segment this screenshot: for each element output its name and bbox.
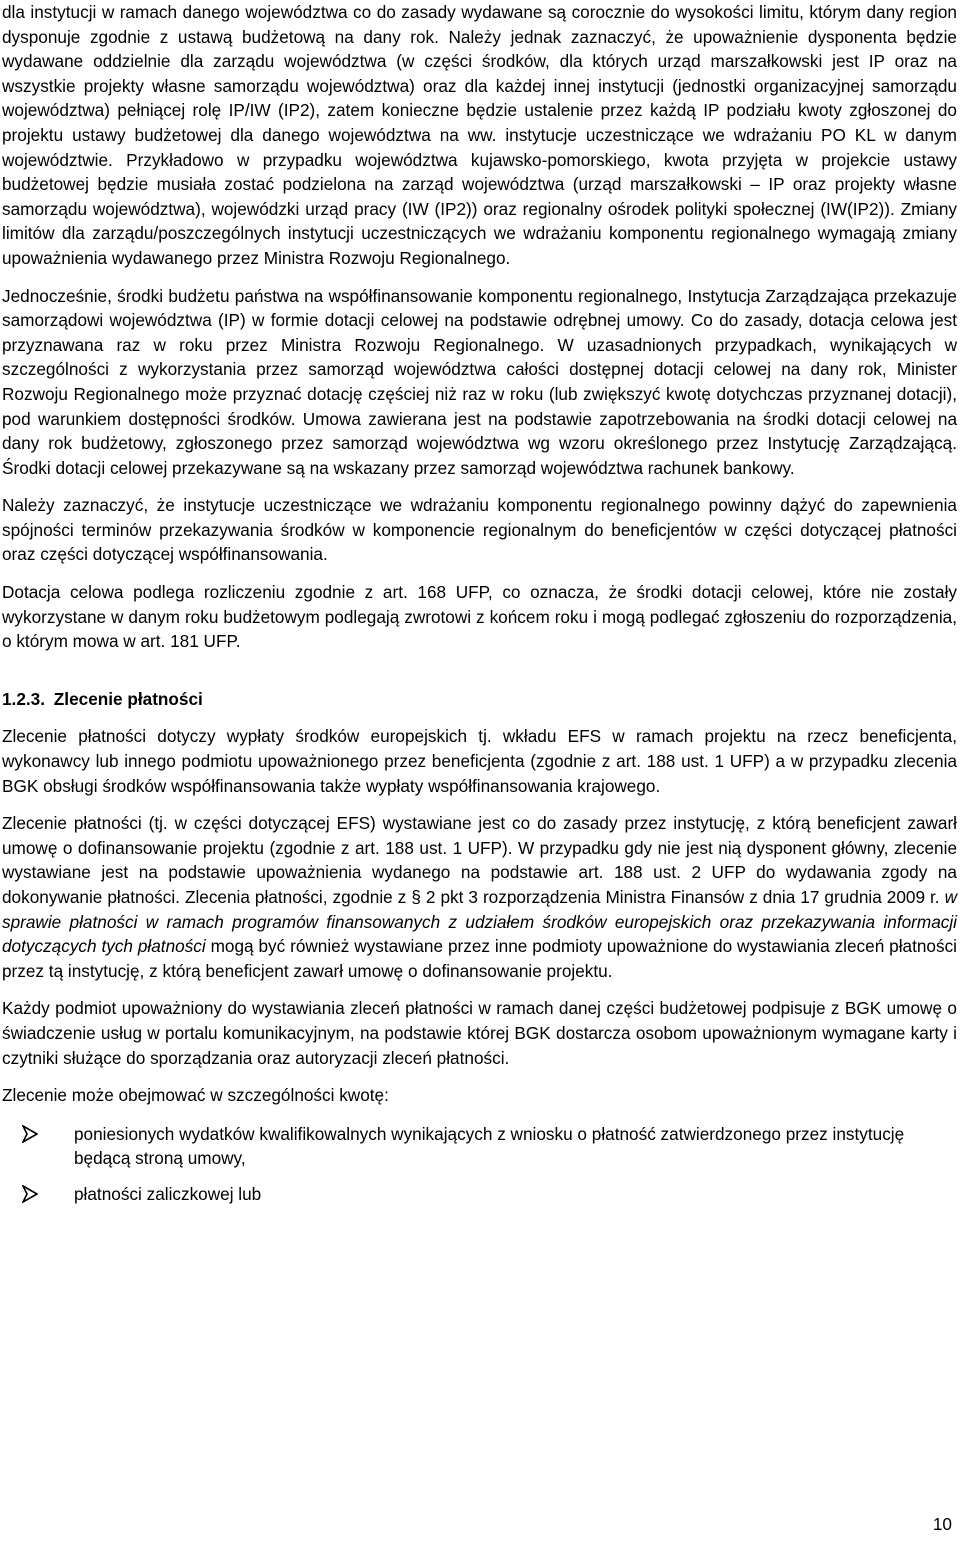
paragraph-zlecenie-definicja: Zlecenie płatności dotyczy wypłaty środków europejskich tj. wkładu EFS w ramach projektu na rzecz beneficjenta, wykonawcy lub innego podmiotu upoważnionego przez beneficjenta (zgodnie z art. 188 ust. 1 UFP) a w przypadku zlecenia BGK obsługi środków współfinansowania także wypłaty współfinansowania krajowego. bbox=[2, 726, 957, 796]
paragraph-text: Zlecenie płatności (tj. w części dotyczącej EFS) wystawiane jest co do zasady przez instytucję, z którą beneficjent zawarł umowę o dofinansowanie projektu (zgodnie z art. 188 ust. 1 UFP). W przypadku gdy nie jest nią dysponent główny, zlecenie wystawiane jest na podstawie upoważnienia wydanego na podstawie art. 188 ust. 2 UFP do wydawania zgody na dokonywanie płatności. Zlecenia płatności, zgodnie z § 2 pkt 3 rozporządzenia Ministra Finansów z dnia 17 grudnia 2009 r. bbox=[2, 813, 957, 907]
list-item bbox=[2, 1182, 957, 1207]
paragraph-zlecenie-wystawianie bbox=[2, 811, 957, 983]
arrow-bullet-icon bbox=[22, 1185, 38, 1203]
regulation-title: w sprawie płatności w ramach programów finansowanych z udziałem środków europejskich oraz przekazywania informacji dotyczących tych płatności bbox=[2, 887, 957, 957]
paragraph-rozliczenie-dotacji: Dotacja celowa podlega rozliczeniu zgodnie z art. 168 UFP, co oznacza, że środki dotacji celowej, które nie zostały wykorzystane w danym roku budżetowym podlegają zwrotowi z końcem roku i mogą podlegać zgłoszeniu do rozporządzenia, o którym mowa w art. 181 UFP. bbox=[2, 582, 957, 652]
amount-list bbox=[2, 1122, 957, 1207]
section-title: Zlecenie płatności bbox=[53, 688, 203, 709]
paragraph-zakres-kwoty: Zlecenie może obejmować w szczególności kwotę: bbox=[2, 1085, 389, 1106]
arrow-bullet-icon bbox=[22, 1125, 38, 1143]
section-heading bbox=[2, 687, 957, 712]
list-item bbox=[2, 1122, 957, 1171]
section-number: 1.2.3. bbox=[2, 688, 46, 709]
paragraph-umowa-bgk: Każdy podmiot upoważniony do wystawiania zleceń płatności w ramach danej części budżetowej podpisuje z BGK umowę o świadczenie usług w portalu komunikacyjnym, na podstawie której BGK dostarcza osobom upoważnionym wymagane karty i czytniki służące do sporządzania oraz autoryzacji zleceń płatności. bbox=[2, 998, 957, 1068]
list-item-text: płatności zaliczkowej lub bbox=[74, 1183, 262, 1204]
page-number: 10 bbox=[932, 1514, 952, 1534]
list-item-text: poniesionych wydatków kwalifikowalnych wynikających z wniosku o płatność zatwierdzonego przez instytucję będącą stroną umowy, bbox=[74, 1123, 905, 1169]
paragraph-upowaznienie: dla instytucji w ramach danego województwa co do zasady wydawane są corocznie do wysokości limitu, którym dany region dysponuje zgodnie z ustawą budżetową na dany rok. Należy jednak zaznaczyć, że upoważnienie dysponenta będzie wydawane oddzielnie dla zarządu województwa (w części środków, dla których urząd marszałkowski jest IP oraz na wszystkie projekty własne samorządu województwa) oraz dla każdej innej instytucji (jednostki organizacyjnej samorządu województwa) pełniącej rolę IP/IW (IP2), zatem konieczne będzie ustalenie przez każdą IP podziału kwoty zgłoszonej do projektu ustawy budżetowej dla danego województwa na ww. instytucje uczestniczące we wdrażaniu PO KL w danym województwie. Przykładowo w przypadku województwa kujawsko-pomorskiego, kwota przyjęta w projekcie ustawy budżetowej będzie musiała zostać podzielona na zarząd województwa (urząd marszałkowski – IP oraz projekty własne samorządu województwa), wojewódzki urząd pracy (IW (IP2)) oraz regionalny ośrodek polityki społecznej (IW(IP2)). Zmiany limitów dla zarządu/poszczególnych instytucji uczestniczących we wdrażaniu komponentu regionalnego wymagają zmiany upoważnienia wydawanego przez Ministra Rozwoju Regionalnego. bbox=[2, 2, 957, 268]
paragraph-dotacja-celowa: Jednocześnie, środki budżetu państwa na współfinansowanie komponentu regionalnego, Instytucja Zarządzająca przekazuje samorządowi województwa (IP) w formie dotacji celowej na podstawie odrębnej umowy. Co do zasady, dotacja celowa jest przyznawana raz w roku przez Ministra Rozwoju Regionalnego. W uzasadnionych przypadkach, wynikających w szczególności z wykorzystania przez samorząd województwa całości dostępnej dotacji celowej na dany rok, Minister Rozwoju Regionalnego może przyznać dotację częściej niż raz w roku (lub zwiększyć kwotę dotychczas przyznanej dotacji), pod warunkiem dostępności środków. Umowa zawierana jest na podstawie zapotrzebowania na środki dotacji celowej na dany rok budżetowy, zgłoszonego przez samorząd województwa wg wzoru określonego przez Instytucję Zarządzającą. Środki dotacji celowej przekazywane są na wskazany przez samorząd województwa rachunek bankowy. bbox=[2, 285, 957, 478]
paragraph-spojnosc-terminow: Należy zaznaczyć, że instytucje uczestniczące we wdrażaniu komponentu regionalnego powinny dążyć do zapewnienia spójności terminów przekazywania środków w komponencie regionalnym do beneficjentów w części dotyczącej płatności oraz części dotyczącej współfinansowania. bbox=[2, 495, 957, 565]
document-body bbox=[2, 0, 957, 1218]
paragraph-text: mogą być również wystawiane przez inne podmioty upoważnione do wystawiania zleceń płatności przez tą instytucję, z którą beneficjent zawarł umowę o dofinansowanie projektu. bbox=[2, 936, 957, 981]
